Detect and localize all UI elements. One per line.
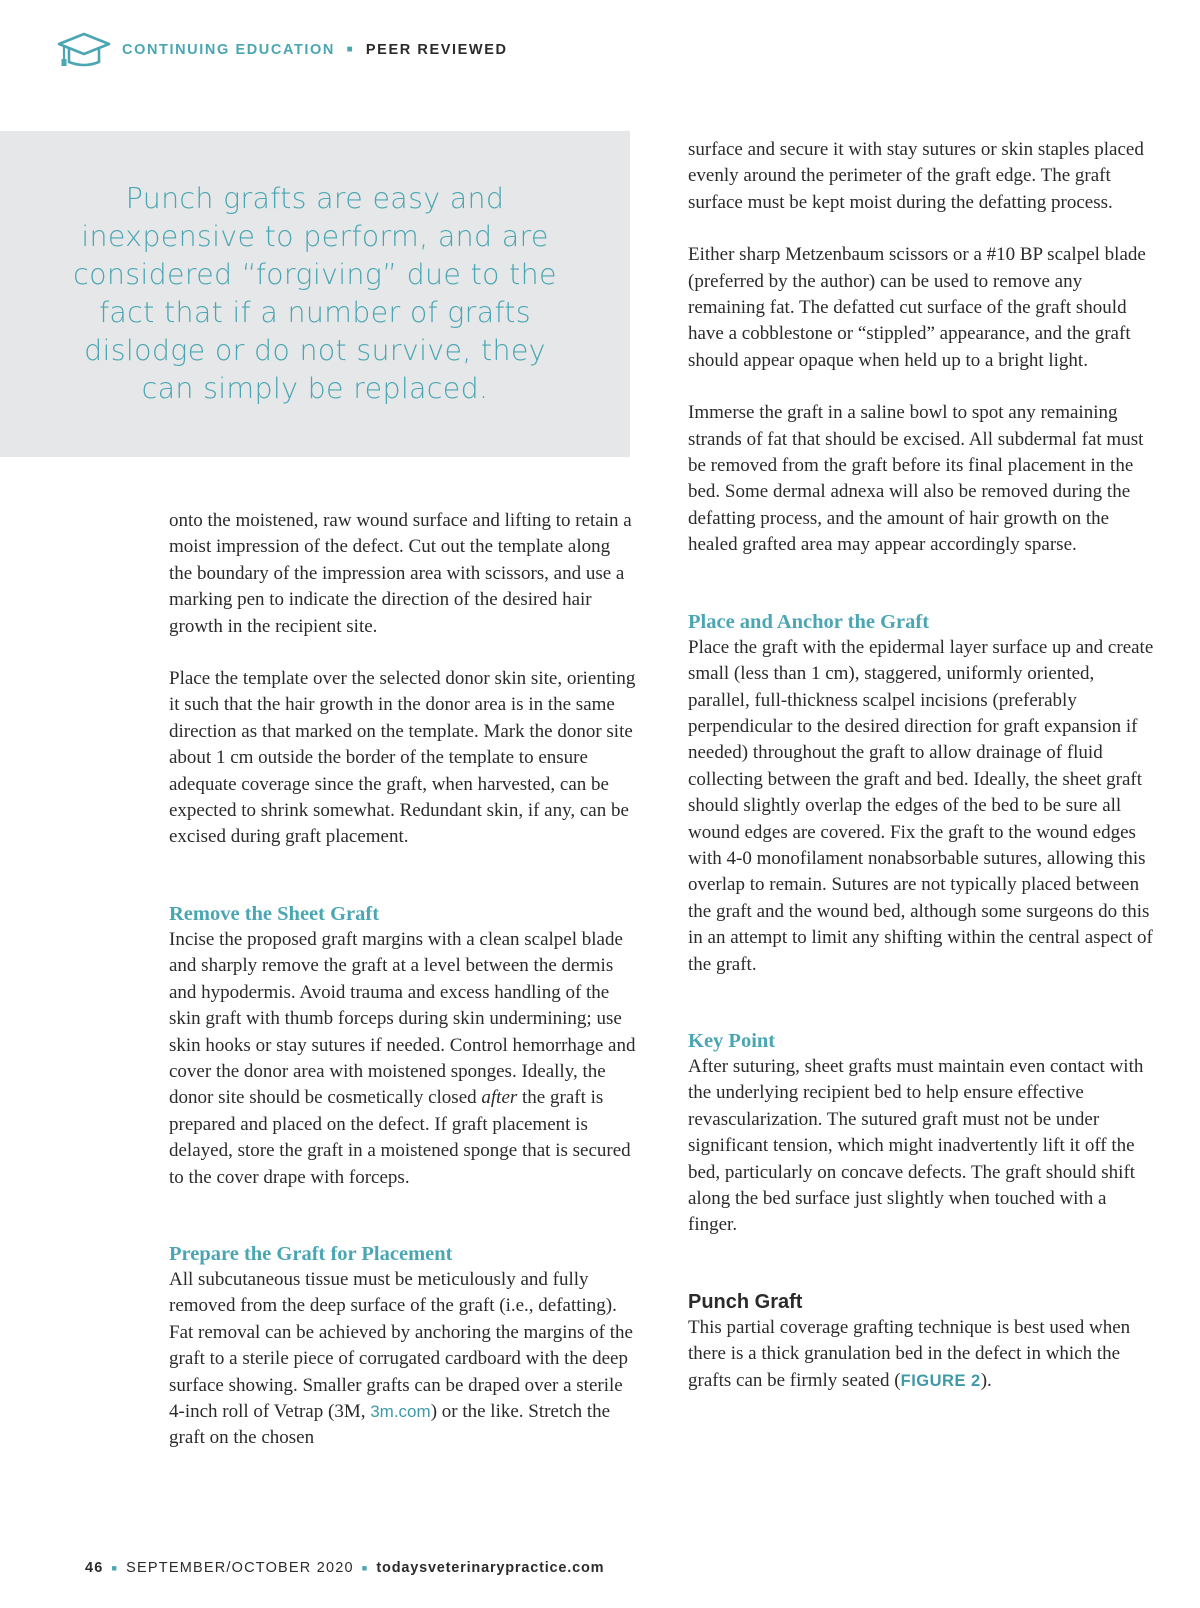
text-run: This partial coverage grafting technique is best used when there is a thick granulation bed in the defect in which the grafts can be firmly seated ( (688, 1316, 1131, 1391)
page-footer (85, 1560, 604, 1576)
text-run: ) or the like. Stretch the graft on the chosen (169, 1400, 611, 1449)
graduation-cap-icon (56, 30, 112, 70)
page-number: 46 (85, 1560, 104, 1576)
header-kicker (122, 42, 508, 58)
paragraph (688, 1315, 1158, 1394)
text-run: the graft is prepared and placed on the defect. If graft placement is delayed, store the graft in a moistened sponge that is secured to the cover drape with forceps. (169, 1087, 631, 1188)
heading-place-anchor-graft: Place and Anchor the Graft (688, 610, 930, 633)
paragraph (169, 927, 637, 1191)
heading-remove-sheet-graft: Remove the Sheet Graft (169, 902, 380, 925)
paragraph: After suturing, sheet grafts must maintain even contact with the underlying recipient bed to help ensure effective revascularization. The sutured graft must not be under significant tension, which might inadvertently lift it off the bed, particularly on concave defects. The graft should shift along the bed surface just slightly when touched with a finger. (688, 1055, 1144, 1236)
emphasis-text: after (481, 1087, 518, 1109)
paragraph: Either sharp Metzenbaum scissors or a #10 BP scalpel blade (preferred by the author) can be used to remove any remaining fat. The defatted cut surface of the graft should have a cobblestone or “stippled” appearance, and the graft should appear opaque when held up to a bright light. (688, 244, 1146, 371)
website-link[interactable]: todaysveterinarypractice.com (376, 1560, 605, 1576)
peer-reviewed-label: PEER REVIEWED (365, 42, 508, 58)
footer-separator: ■ (361, 1563, 369, 1573)
link-3m[interactable]: 3m.com (370, 1401, 431, 1421)
issue-date: SEPTEMBER/OCTOBER 2020 (126, 1560, 354, 1576)
heading-prepare-graft: Prepare the Graft for Placement (169, 1242, 453, 1265)
paragraph: Place the graft with the epidermal layer surface up and create small (less than 1 cm), staggered, uniformly oriented, parallel, full-thickness scalpel incisions (preferably perpendicular to the desired direction for graft expansion if needed) throughout the graft to allow drainage of fluid collecting between the graft and bed. Ideally, the sheet graft should slightly overlap the edges of the bed to be sure all wound edges are covered. Fix the graft to the wound edges with 4-0 monofilament nonabsorbable sutures, allowing this overlap to remain. Sutures are not typically placed between the graft and the wound bed, although some surgeons do this in an attempt to limit any shifting within the central aspect of the graft. (688, 636, 1154, 975)
heading-punch-graft: Punch Graft (688, 1290, 803, 1313)
text-run: ). (980, 1369, 992, 1391)
pull-quote-text: Punch grafts are easy and inexpensive to perform, and are considered “forgiving” due to the fact that if a number of grafts dislodge or do not survive, they can simply be replaced. (73, 182, 557, 405)
paragraph: Place the template over the selected donor skin site, orienting it such that the hair growth in the donor area is in the same direction as that marked on the template. Mark the donor site about 1 cm outside the border of the template to ensure adequate coverage since the graft, when harvested, can be expected to shrink somewhat. Redundant skin, if any, can be excised during graft placement. (169, 668, 636, 848)
figure-reference-link[interactable]: FIGURE 2 (900, 1371, 981, 1390)
paragraph: onto the moistened, raw wound surface and lifting to retain a moist impression of the defect. Cut out the template along the boundary of the impression area with scissors, and use a marking pen to indicate the direction of the desired hair growth in the recipient site. (169, 510, 632, 637)
paragraph: surface and secure it with stay sutures or skin staples placed evenly around the perimeter of the graft edge. The graft surface must be kept moist during the defatting process. (688, 139, 1144, 213)
heading-key-point: Key Point (688, 1029, 776, 1052)
paragraph (169, 1267, 637, 1452)
footer-separator: ■ (111, 1563, 119, 1573)
text-run: Incise the proposed graft margins with a clean scalpel blade and sharply remove the graft at a level between the dermis and hypodermis. Avoid trauma and excess handling of the skin graft with thumb forceps during skin undermining; use skin hooks or stay sutures if needed. Control hemorrhage and cover the donor area with moistened sponges. Ideally, the donor site should be cosmetically closed (169, 928, 636, 1109)
section-label: CONTINUING EDUCATION (122, 42, 335, 58)
pull-quote-box (0, 131, 630, 457)
header-separator: ■ (346, 44, 355, 55)
left-column (169, 508, 637, 1452)
text-run: All subcutaneous tissue must be meticulously and fully removed from the deep surface of the graft (i.e., defatting). Fat removal can be achieved by anchoring the margins of the graft to a sterile piece of corrugated cardboard with the deep surface showing. Smaller grafts can be draped over a sterile 4-inch roll of Vetrap (3M, (169, 1268, 633, 1422)
paragraph: Immerse the graft in a saline bowl to spot any remaining strands of fat that should be excised. All subdermal fat must be removed from the graft before its final placement in the bed. Some dermal adnexa will also be removed during the defatting process, and the amount of hair growth on the healed grafted area may appear accordingly sparse. (688, 402, 1144, 556)
right-column (688, 137, 1158, 1394)
section-header (56, 30, 508, 70)
